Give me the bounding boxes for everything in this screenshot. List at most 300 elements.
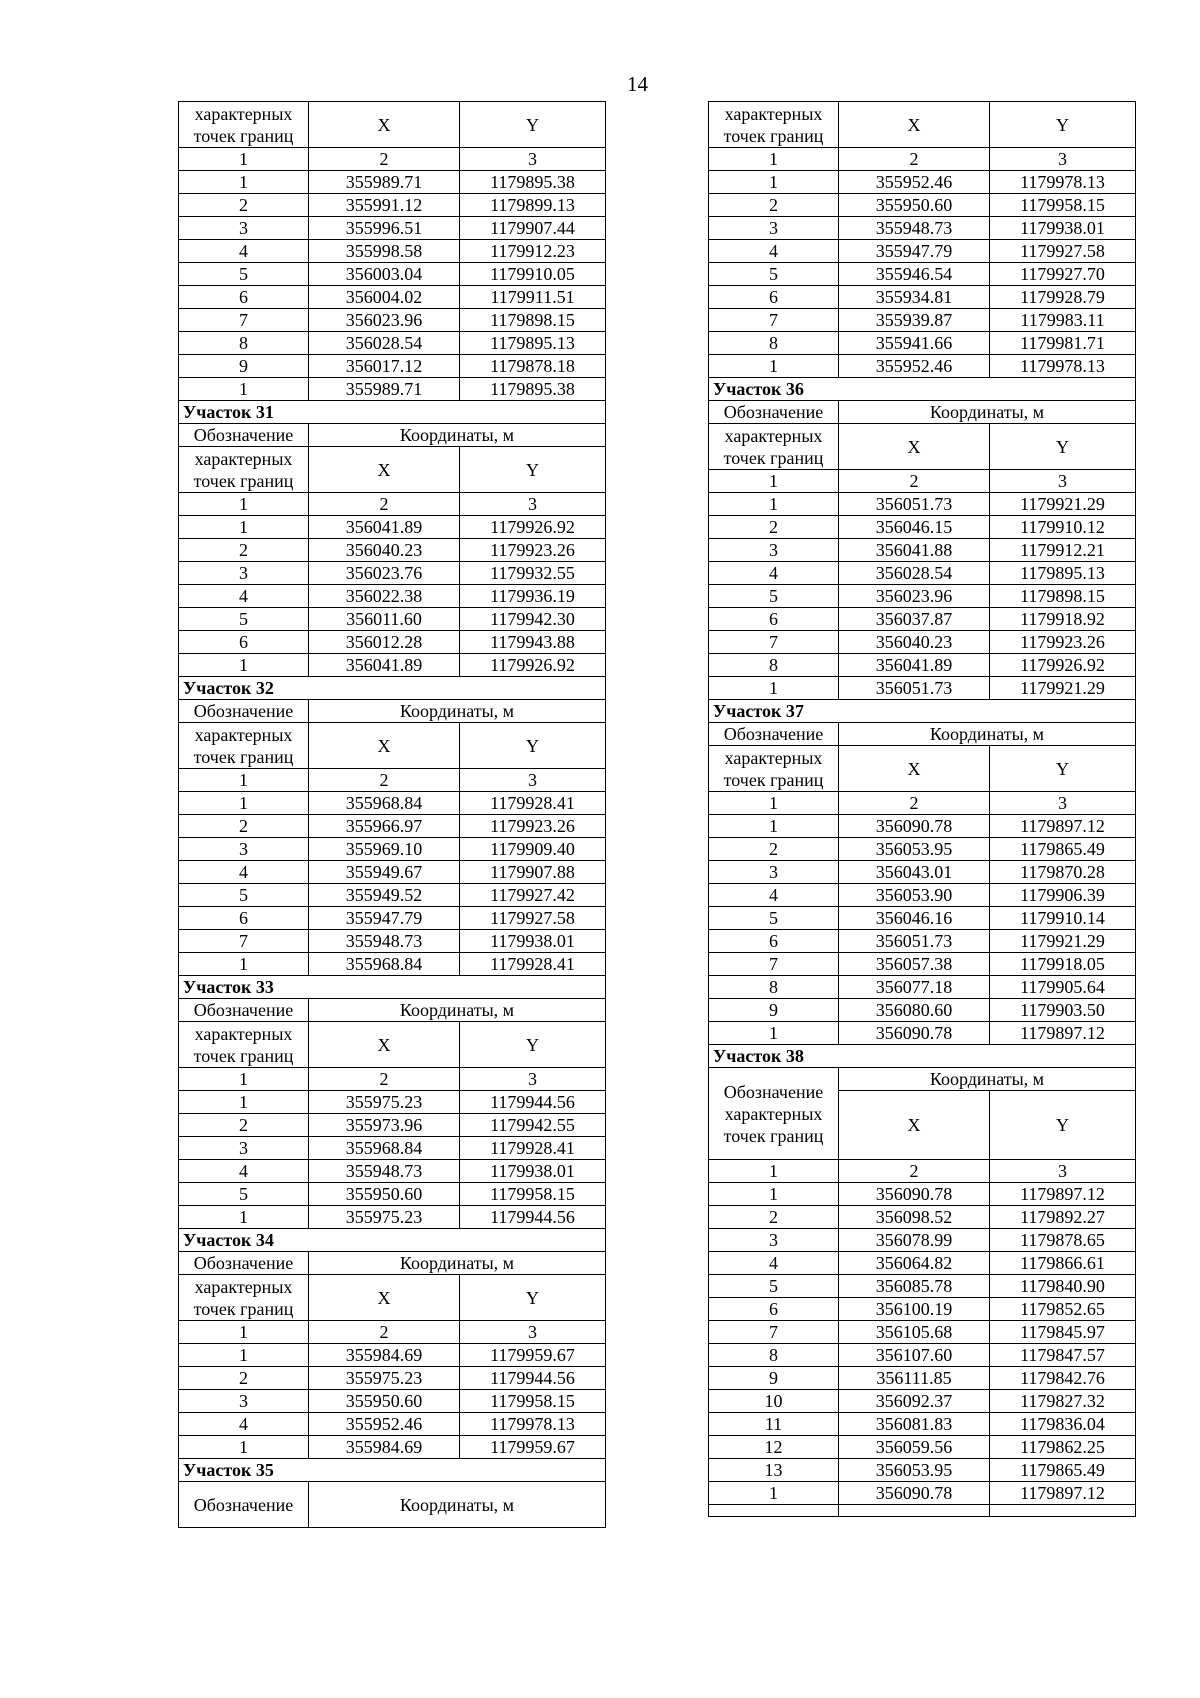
table-row (709, 1344, 1136, 1367)
coord-x: 355950.60 (309, 1390, 460, 1413)
point-number: 9 (179, 355, 309, 378)
coord-y: 1179865.49 (990, 1459, 1136, 1482)
section-title: Участок 35 (179, 1459, 606, 1482)
coord-x: 356057.38 (839, 953, 990, 976)
coord-y: 1179923.26 (460, 815, 606, 838)
table-row (709, 332, 1136, 355)
left-coordinates-table (178, 101, 606, 1528)
table-row (709, 1482, 1136, 1505)
point-number: 4 (709, 884, 839, 907)
coord-x: 355996.51 (309, 217, 460, 240)
table-row (179, 792, 606, 815)
section-title-row (179, 1229, 606, 1252)
point-number: 8 (709, 332, 839, 355)
coord-x: 356111.85 (839, 1367, 990, 1390)
coord-y: 1179910.14 (990, 907, 1136, 930)
coord-x: 355975.23 (309, 1091, 460, 1114)
header-row (179, 723, 606, 769)
column-number: 1 (179, 148, 309, 171)
column-number-row (709, 148, 1136, 171)
coord-y: 1179928.41 (460, 1137, 606, 1160)
table-row (709, 562, 1136, 585)
coord-y: 1179944.56 (460, 1091, 606, 1114)
header-label-line: Обозначение (193, 701, 294, 721)
point-number: 11 (709, 1413, 839, 1436)
coord-y: 1179897.12 (990, 1022, 1136, 1045)
coord-y: 1179921.29 (990, 930, 1136, 953)
coord-x: 356064.82 (839, 1252, 990, 1275)
table-row (709, 1436, 1136, 1459)
coord-x: 355975.23 (309, 1367, 460, 1390)
column-number: 3 (990, 792, 1136, 815)
point-number: 4 (709, 240, 839, 263)
point-number: 9 (709, 999, 839, 1022)
header-row (179, 1252, 606, 1275)
header-points (709, 424, 839, 470)
point-number: 1 (709, 677, 839, 700)
header-points (179, 447, 309, 493)
coord-y: 1179897.12 (990, 815, 1136, 838)
coord-y: 1179944.56 (460, 1367, 606, 1390)
point-number: 5 (179, 884, 309, 907)
coord-x: 355968.84 (309, 792, 460, 815)
coord-x: 355952.46 (839, 355, 990, 378)
point-number: 1 (709, 815, 839, 838)
coord-y: 1179909.40 (460, 838, 606, 861)
table-row (709, 516, 1136, 539)
section-title-row (179, 1459, 606, 1482)
table-row (179, 562, 606, 585)
section-title-row (709, 1045, 1136, 1068)
header-label-line: характерных (194, 103, 293, 124)
coord-x: 356003.04 (309, 263, 460, 286)
coord-y: 1179928.41 (460, 953, 606, 976)
header-y: Y (460, 447, 606, 493)
section-title-row (179, 401, 606, 424)
coord-y: 1179918.05 (990, 953, 1136, 976)
point-number: 7 (179, 930, 309, 953)
column-number: 3 (460, 1068, 606, 1091)
coord-x: 355952.46 (839, 171, 990, 194)
point-number: 5 (709, 263, 839, 286)
point-number: 6 (709, 930, 839, 953)
header-points (709, 102, 839, 148)
coord-y: 1179840.90 (990, 1275, 1136, 1298)
point-number: 3 (709, 217, 839, 240)
point-number: 4 (179, 585, 309, 608)
table-row (179, 286, 606, 309)
coord-x: 355948.73 (839, 217, 990, 240)
point-number: 8 (709, 1344, 839, 1367)
point-number: 7 (709, 631, 839, 654)
point-number: 2 (709, 516, 839, 539)
header-x: X (839, 102, 990, 148)
point-number: 6 (179, 286, 309, 309)
header-x: X (309, 447, 460, 493)
header-designation (179, 424, 309, 447)
table-row (179, 631, 606, 654)
coord-x: 356041.89 (839, 654, 990, 677)
point-number: 1 (709, 1482, 839, 1505)
point-number: 6 (179, 631, 309, 654)
coord-y: 1179923.26 (990, 631, 1136, 654)
point-number: 6 (179, 907, 309, 930)
coord-y: 1179958.15 (460, 1183, 606, 1206)
header-points (179, 102, 309, 148)
coord-y: 1179938.01 (990, 217, 1136, 240)
coord-y: 1179910.12 (990, 516, 1136, 539)
table-row (179, 585, 606, 608)
header-label-line: точек границ (193, 470, 294, 491)
table-row (179, 263, 606, 286)
coord-x: 355998.58 (309, 240, 460, 263)
coord-x: 356017.12 (309, 355, 460, 378)
table-row (709, 631, 1136, 654)
coord-x: 356041.89 (309, 516, 460, 539)
column-number: 3 (460, 148, 606, 171)
coord-x: 356107.60 (839, 1344, 990, 1367)
coord-x: 356090.78 (839, 1022, 990, 1045)
coord-y: 1179927.70 (990, 263, 1136, 286)
table-row (709, 976, 1136, 999)
table-row (179, 1413, 606, 1436)
table-row (179, 815, 606, 838)
coord-x: 355968.84 (309, 953, 460, 976)
header-y: Y (460, 723, 606, 769)
point-number: 3 (179, 1390, 309, 1413)
header-row (179, 102, 606, 148)
coord-y: 1179938.01 (460, 930, 606, 953)
column-number: 1 (709, 792, 839, 815)
point-number: 3 (709, 861, 839, 884)
coord-y: 1179959.67 (460, 1436, 606, 1459)
header-x: X (839, 746, 990, 792)
table-row (179, 930, 606, 953)
table-row (709, 1183, 1136, 1206)
table-row (709, 930, 1136, 953)
point-number: 1 (179, 1206, 309, 1229)
coord-y: 1179895.38 (460, 378, 606, 401)
point-number: 1 (179, 1436, 309, 1459)
header-label-line: точек границ (723, 1125, 824, 1146)
header-label-line: Обозначение (723, 1081, 824, 1102)
table-row (709, 1206, 1136, 1229)
coord-x: 355991.12 (309, 194, 460, 217)
coord-x: 355939.87 (839, 309, 990, 332)
table-row (709, 861, 1136, 884)
header-points (179, 1275, 309, 1321)
coord-y: 1179928.41 (460, 792, 606, 815)
header-coords: Координаты, м (309, 700, 606, 723)
coord-x: 356100.19 (839, 1298, 990, 1321)
coord-x: 356051.73 (839, 493, 990, 516)
coord-y: 1179938.01 (460, 1160, 606, 1183)
point-number: 10 (709, 1390, 839, 1413)
coord-x: 355975.23 (309, 1206, 460, 1229)
header-label-line: точек границ (723, 125, 824, 146)
point-number: 2 (179, 1367, 309, 1390)
point-number: 8 (709, 654, 839, 677)
point-number: 4 (179, 240, 309, 263)
point-number: 2 (179, 194, 309, 217)
point-number: 4 (709, 1252, 839, 1275)
point-number: 2 (709, 1206, 839, 1229)
coord-y: 1179958.15 (990, 194, 1136, 217)
table-row (179, 654, 606, 677)
header-designation (709, 1068, 839, 1160)
point-number: 1 (179, 1091, 309, 1114)
table-row (709, 953, 1136, 976)
table-row (709, 539, 1136, 562)
header-x: X (839, 424, 990, 470)
table-row (179, 378, 606, 401)
column-number: 2 (839, 148, 990, 171)
header-label-line: характерных (194, 1023, 293, 1044)
header-y: Y (990, 746, 1136, 792)
coord-y: 1179926.92 (460, 516, 606, 539)
table-row (179, 240, 606, 263)
header-coords: Координаты, м (309, 1482, 606, 1528)
section-title: Участок 33 (179, 976, 606, 999)
coord-y: 1179895.13 (990, 562, 1136, 585)
table-row (179, 1367, 606, 1390)
coord-y: 1179911.51 (460, 286, 606, 309)
header-label-line: характерных (724, 103, 823, 124)
coord-y: 1179842.76 (990, 1367, 1136, 1390)
coord-x: 355989.71 (309, 171, 460, 194)
table-row (179, 1390, 606, 1413)
column-number-row (179, 148, 606, 171)
coord-x: 356028.54 (839, 562, 990, 585)
page-number: 14 (627, 72, 648, 96)
column-number: 3 (460, 1321, 606, 1344)
coord-x: 355973.96 (309, 1114, 460, 1137)
table-row (709, 1229, 1136, 1252)
column-number: 2 (839, 792, 990, 815)
coord-x: 356011.60 (309, 608, 460, 631)
header-label-line: точек границ (193, 1045, 294, 1066)
spacer-cell (839, 1505, 990, 1517)
point-number: 4 (709, 562, 839, 585)
table-row (709, 355, 1136, 378)
column-number: 2 (309, 493, 460, 516)
header-x: X (309, 1022, 460, 1068)
column-number: 3 (990, 470, 1136, 493)
section-title: Участок 31 (179, 401, 606, 424)
point-number: 6 (709, 286, 839, 309)
header-row (179, 700, 606, 723)
coord-x: 356012.28 (309, 631, 460, 654)
coord-x: 355950.60 (309, 1183, 460, 1206)
point-number: 5 (179, 608, 309, 631)
coord-x: 356046.16 (839, 907, 990, 930)
coord-x: 355934.81 (839, 286, 990, 309)
header-row (179, 1022, 606, 1068)
header-x: X (309, 723, 460, 769)
column-number: 2 (309, 1068, 460, 1091)
coord-x: 356023.96 (839, 585, 990, 608)
header-label-line: Обозначение (193, 425, 294, 445)
coord-y: 1179927.42 (460, 884, 606, 907)
table-row (709, 1298, 1136, 1321)
coord-x: 355948.73 (309, 930, 460, 953)
header-designation (709, 401, 839, 424)
coord-y: 1179926.92 (460, 654, 606, 677)
coord-y: 1179907.88 (460, 861, 606, 884)
coord-y: 1179905.64 (990, 976, 1136, 999)
coord-y: 1179897.12 (990, 1482, 1136, 1505)
coord-x: 356004.02 (309, 286, 460, 309)
table-row (179, 1137, 606, 1160)
header-designation: Обозначение (179, 1482, 309, 1528)
point-number: 1 (179, 516, 309, 539)
header-coords: Координаты, м (839, 723, 1136, 746)
point-number: 4 (179, 861, 309, 884)
header-y: Y (460, 1022, 606, 1068)
coord-y: 1179942.55 (460, 1114, 606, 1137)
point-number: 8 (709, 976, 839, 999)
coord-y: 1179899.13 (460, 194, 606, 217)
point-number: 5 (709, 585, 839, 608)
table-row (179, 1183, 606, 1206)
column-number: 1 (179, 769, 309, 792)
point-number: 3 (179, 217, 309, 240)
header-label-line: точек границ (723, 769, 824, 790)
spacer-cell (709, 1505, 839, 1517)
point-number: 1 (709, 355, 839, 378)
coord-x: 355950.60 (839, 194, 990, 217)
table-row (709, 1367, 1136, 1390)
table-row (709, 217, 1136, 240)
table-row (179, 884, 606, 907)
header-label-line: Обозначение (723, 724, 824, 744)
point-number: 5 (709, 1275, 839, 1298)
table-row (709, 194, 1136, 217)
coord-x: 356081.83 (839, 1413, 990, 1436)
header-y: Y (990, 424, 1136, 470)
header-label-line: характерных (724, 425, 823, 446)
table-row (709, 493, 1136, 516)
table-row (179, 332, 606, 355)
point-number: 2 (709, 194, 839, 217)
coord-y: 1179912.21 (990, 539, 1136, 562)
coord-y: 1179918.92 (990, 608, 1136, 631)
coord-y: 1179926.92 (990, 654, 1136, 677)
table-row (709, 815, 1136, 838)
column-number-row (709, 470, 1136, 493)
coord-x: 356051.73 (839, 677, 990, 700)
coord-x: 355947.79 (839, 240, 990, 263)
header-label-line: характерных (194, 1276, 293, 1297)
header-coords: Координаты, м (309, 424, 606, 447)
right-column (708, 101, 1135, 1517)
coord-x: 356098.52 (839, 1206, 990, 1229)
header-label-line: характерных (194, 448, 293, 469)
coord-y: 1179870.28 (990, 861, 1136, 884)
coord-y: 1179852.65 (990, 1298, 1136, 1321)
header-row (709, 746, 1136, 792)
point-number: 3 (709, 1229, 839, 1252)
header-row (709, 1068, 1136, 1091)
coord-x: 356023.96 (309, 309, 460, 332)
coord-x: 356028.54 (309, 332, 460, 355)
coord-x: 355941.66 (839, 332, 990, 355)
point-number: 7 (709, 1321, 839, 1344)
coord-y: 1179981.71 (990, 332, 1136, 355)
section-title: Участок 38 (709, 1045, 1136, 1068)
table-row (709, 263, 1136, 286)
table-row (709, 884, 1136, 907)
header-points (179, 1022, 309, 1068)
point-number: 9 (709, 1367, 839, 1390)
coord-x: 355966.97 (309, 815, 460, 838)
coord-y: 1179878.18 (460, 355, 606, 378)
coord-y: 1179836.04 (990, 1413, 1136, 1436)
point-number: 2 (179, 815, 309, 838)
header-label-line: точек границ (723, 447, 824, 468)
point-number: 1 (709, 171, 839, 194)
header-row (179, 424, 606, 447)
column-number: 1 (709, 470, 839, 493)
coord-y: 1179903.50 (990, 999, 1136, 1022)
table-row (179, 217, 606, 240)
point-number: 1 (179, 792, 309, 815)
point-number: 1 (179, 654, 309, 677)
coord-x: 355969.10 (309, 838, 460, 861)
header-designation (179, 700, 309, 723)
coord-y: 1179845.97 (990, 1321, 1136, 1344)
coord-x: 356090.78 (839, 1183, 990, 1206)
point-number: 7 (179, 309, 309, 332)
table-row (709, 1459, 1136, 1482)
section-title-row (709, 378, 1136, 401)
header-label-line: Обозначение (193, 1000, 294, 1020)
coord-y: 1179944.56 (460, 1206, 606, 1229)
header-row (179, 999, 606, 1022)
column-number: 2 (309, 1321, 460, 1344)
table-row (179, 309, 606, 332)
column-number: 3 (460, 769, 606, 792)
header-label-line: характерных (194, 724, 293, 745)
table-row (709, 585, 1136, 608)
point-number: 5 (709, 907, 839, 930)
table-row (179, 1344, 606, 1367)
coord-y: 1179898.15 (460, 309, 606, 332)
header-row (179, 447, 606, 493)
point-number: 6 (709, 608, 839, 631)
header-coords: Координаты, м (309, 999, 606, 1022)
coord-y: 1179927.58 (460, 907, 606, 930)
coord-x: 355984.69 (309, 1344, 460, 1367)
coord-x: 356078.99 (839, 1229, 990, 1252)
column-number-row (179, 493, 606, 516)
coord-x: 356023.76 (309, 562, 460, 585)
coord-y: 1179906.39 (990, 884, 1136, 907)
column-number: 1 (179, 493, 309, 516)
column-number: 3 (990, 1160, 1136, 1183)
header-y: Y (460, 102, 606, 148)
coord-x: 355989.71 (309, 378, 460, 401)
header-coords: Координаты, м (309, 1252, 606, 1275)
point-number: 1 (179, 953, 309, 976)
table-row (709, 608, 1136, 631)
column-number: 3 (460, 493, 606, 516)
coord-y: 1179895.13 (460, 332, 606, 355)
point-number: 2 (179, 1114, 309, 1137)
coord-y: 1179932.55 (460, 562, 606, 585)
table-row (709, 677, 1136, 700)
coord-y: 1179898.15 (990, 585, 1136, 608)
